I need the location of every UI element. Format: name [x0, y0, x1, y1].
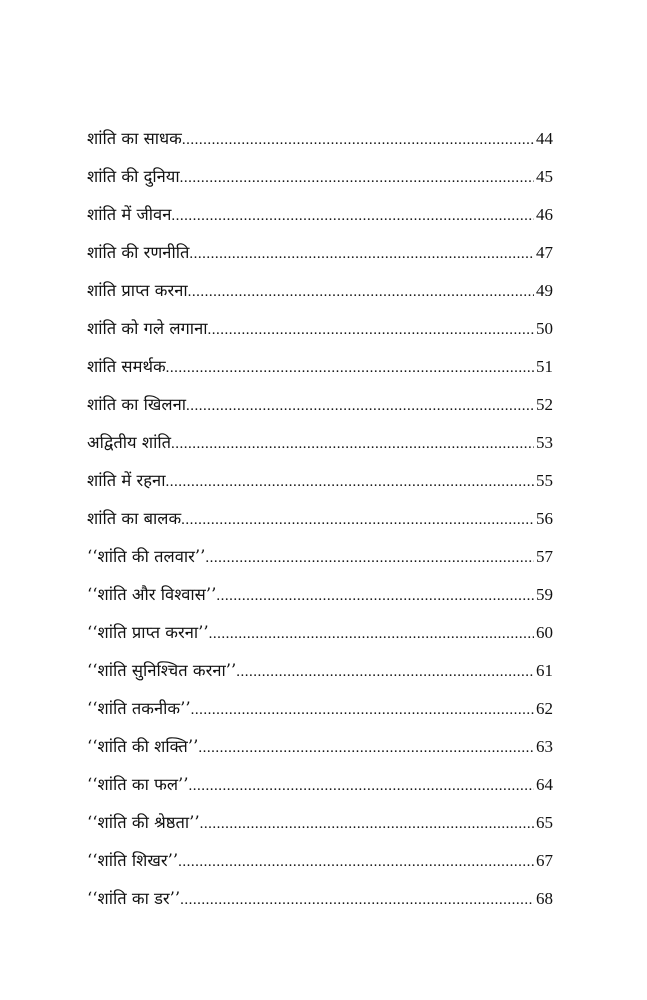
toc-entry-title: शांति में रहना	[87, 471, 166, 490]
toc-page-number: 65	[536, 813, 553, 832]
toc-entry-title: ‘‘शांति का डर’’	[87, 889, 181, 908]
toc-entry[interactable]	[87, 462, 553, 500]
dot-leader	[209, 615, 534, 652]
dot-leader	[171, 197, 534, 234]
toc-entry-title: ‘‘शांति प्राप्त करना’’	[87, 623, 209, 642]
toc-page-number: 46	[536, 205, 553, 224]
toc-entry-title: शांति प्राप्त करना	[87, 281, 188, 300]
toc-entry[interactable]	[87, 310, 553, 348]
dot-leader	[208, 311, 534, 348]
dot-leader	[189, 235, 534, 272]
toc-entry[interactable]	[87, 500, 553, 538]
dot-leader	[200, 805, 534, 842]
toc-page-number: 67	[536, 851, 553, 870]
toc-entry[interactable]	[87, 272, 553, 310]
table-of-contents	[87, 120, 553, 918]
toc-page-number: 62	[536, 699, 553, 718]
toc-entry[interactable]	[87, 348, 553, 386]
dot-leader	[180, 159, 534, 196]
dot-leader	[166, 349, 534, 386]
toc-entry-title: शांति का बालक	[87, 509, 182, 528]
toc-entry-title: शांति की दुनिया	[87, 167, 180, 186]
toc-entry-title: ‘‘शांति की शक्ति’’	[87, 737, 199, 756]
dot-leader	[198, 729, 534, 766]
toc-entry[interactable]	[87, 614, 553, 652]
dot-leader	[189, 767, 535, 804]
dot-leader	[165, 463, 534, 500]
toc-entry[interactable]	[87, 842, 553, 880]
toc-entry-title: शांति में जीवन	[87, 205, 172, 224]
toc-entry-title: शांति का साधक	[87, 129, 182, 148]
dot-leader	[171, 425, 534, 462]
toc-page-number: 45	[536, 167, 553, 186]
toc-entry-title: अद्वितीय शांति	[87, 433, 172, 452]
toc-page-number: 44	[536, 129, 553, 148]
toc-page-number: 59	[536, 585, 553, 604]
toc-entry[interactable]	[87, 880, 553, 918]
toc-page-number: 57	[536, 547, 553, 566]
toc-entry[interactable]	[87, 196, 553, 234]
toc-entry[interactable]	[87, 158, 553, 196]
toc-entry[interactable]	[87, 652, 553, 690]
dot-leader	[180, 881, 534, 918]
dot-leader	[191, 691, 534, 728]
dot-leader	[186, 387, 534, 424]
toc-entry-title: ‘‘शांति तकनीक’’	[87, 699, 191, 718]
toc-entry-title: शांति समर्थक	[87, 357, 166, 376]
dot-leader	[182, 121, 534, 158]
dot-leader	[188, 273, 534, 310]
toc-entry-title: ‘‘शांति की श्रेष्ठता’’	[87, 813, 200, 832]
toc-page-number: 61	[536, 661, 553, 680]
toc-entry[interactable]	[87, 424, 553, 462]
toc-entry[interactable]	[87, 234, 553, 272]
toc-entry[interactable]	[87, 804, 553, 842]
toc-entry[interactable]	[87, 538, 553, 576]
toc-entry-title: ‘‘शांति सुनिश्चित करना’’	[87, 661, 237, 680]
dot-leader	[236, 653, 534, 690]
dot-leader	[181, 501, 534, 538]
toc-page-number: 55	[536, 471, 553, 490]
toc-entry-title: शांति की रणनीति	[87, 243, 190, 262]
toc-entry-title: ‘‘शांति का फल’’	[87, 775, 189, 794]
toc-page-number: 52	[536, 395, 553, 414]
toc-entry-title: ‘‘शांति शिखर’’	[87, 851, 179, 870]
toc-entry[interactable]	[87, 728, 553, 766]
toc-entry-title: ‘‘शांति की तलवार’’	[87, 547, 206, 566]
toc-page-number: 50	[536, 319, 553, 338]
toc-page-number: 64	[536, 775, 553, 794]
toc-page-number: 53	[536, 433, 553, 452]
dot-leader	[205, 539, 534, 576]
toc-page-number: 68	[536, 889, 553, 908]
toc-page-number: 63	[536, 737, 553, 756]
toc-entry[interactable]	[87, 690, 553, 728]
toc-entry[interactable]	[87, 120, 553, 158]
toc-entry[interactable]	[87, 576, 553, 614]
dot-leader	[216, 577, 534, 614]
toc-page-number: 47	[536, 243, 553, 262]
toc-entry-title: ‘‘शांति और विश्वास’’	[87, 585, 217, 604]
toc-entry[interactable]	[87, 766, 553, 804]
toc-page-number: 51	[536, 357, 553, 376]
toc-page-number: 49	[536, 281, 553, 300]
toc-entry-title: शांति को गले लगाना	[87, 319, 208, 338]
toc-page-number: 56	[536, 509, 553, 528]
toc-entry-title: शांति का खिलना	[87, 395, 186, 414]
dot-leader	[178, 843, 534, 880]
toc-entry[interactable]	[87, 386, 553, 424]
toc-page-number: 60	[536, 623, 553, 642]
